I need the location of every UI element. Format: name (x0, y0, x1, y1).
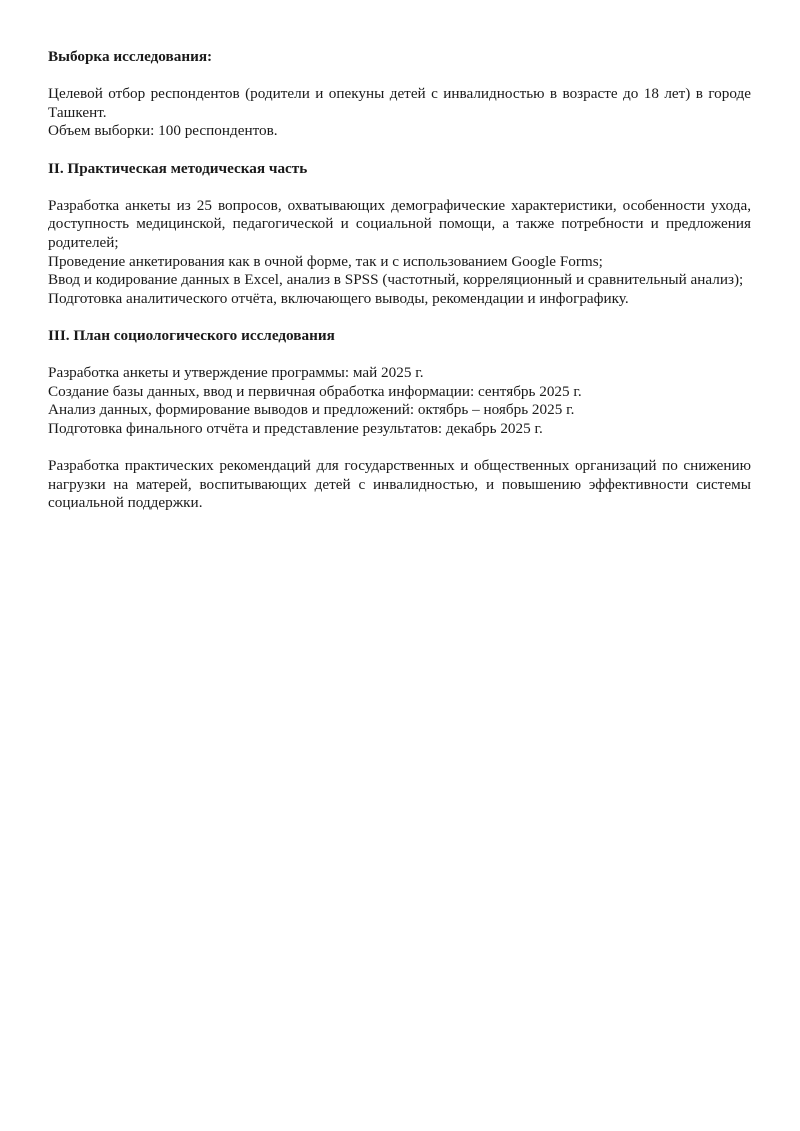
section-2-heading: II. Практическая методическая часть (48, 159, 308, 177)
spacer (48, 178, 751, 197)
spacer (48, 346, 751, 365)
section-2-item-questionnaire: Разработка анкеты из 25 вопросов, охватывающих демографические характеристики, особенности ухода, доступность медицинской, педагогической и социальной помощи, а также потребности и предложения родителей; (48, 196, 751, 251)
sample-heading: Выборка исследования: (48, 48, 213, 65)
section-3-item-september: Создание базы данных, ввод и первичная обработка информации: сентябрь 2025 г. (48, 382, 582, 400)
section-3-conclusion: Разработка практических рекомендаций для государственных и общественных организаций по снижению нагрузки на матерей, воспитывающих детей с инвалидностью, и повышению эффективности системы социальной поддержки. (48, 457, 751, 512)
section-2-item-report: Подготовка аналитического отчёта, включающего выводы, рекомендации и инфографику. (48, 289, 629, 307)
spacer (48, 67, 751, 86)
sample-size-paragraph: Объем выборки: 100 респондентов. (48, 122, 278, 140)
section-2-item-data-entry: Ввод и кодирование данных в Excel, анализ в SPSS (частотный, корреляционный и сравнительный анализ); (48, 271, 744, 289)
section-3-item-december: Подготовка финального отчёта и представление результатов: декабрь 2025 г. (48, 419, 543, 437)
section-3-item-october-november: Анализ данных, формирование выводов и предложений: октябрь – ноябрь 2025 г. (48, 401, 575, 419)
section-3-heading: III. План социологического исследования (48, 326, 335, 344)
section-2-item-survey: Проведение анкетирования как в очной форме, так и с использованием Google Forms; (48, 252, 603, 270)
spacer (48, 438, 751, 457)
sample-target-paragraph: Целевой отбор респондентов (родители и опекуны детей с инвалидностью в возрасте до 18 лет) в городе Ташкент. (48, 85, 751, 121)
section-3-item-may: Разработка анкеты и утверждение программы: май 2025 г. (48, 364, 424, 382)
spacer (48, 141, 751, 160)
spacer (48, 308, 751, 327)
document-page (48, 48, 751, 513)
